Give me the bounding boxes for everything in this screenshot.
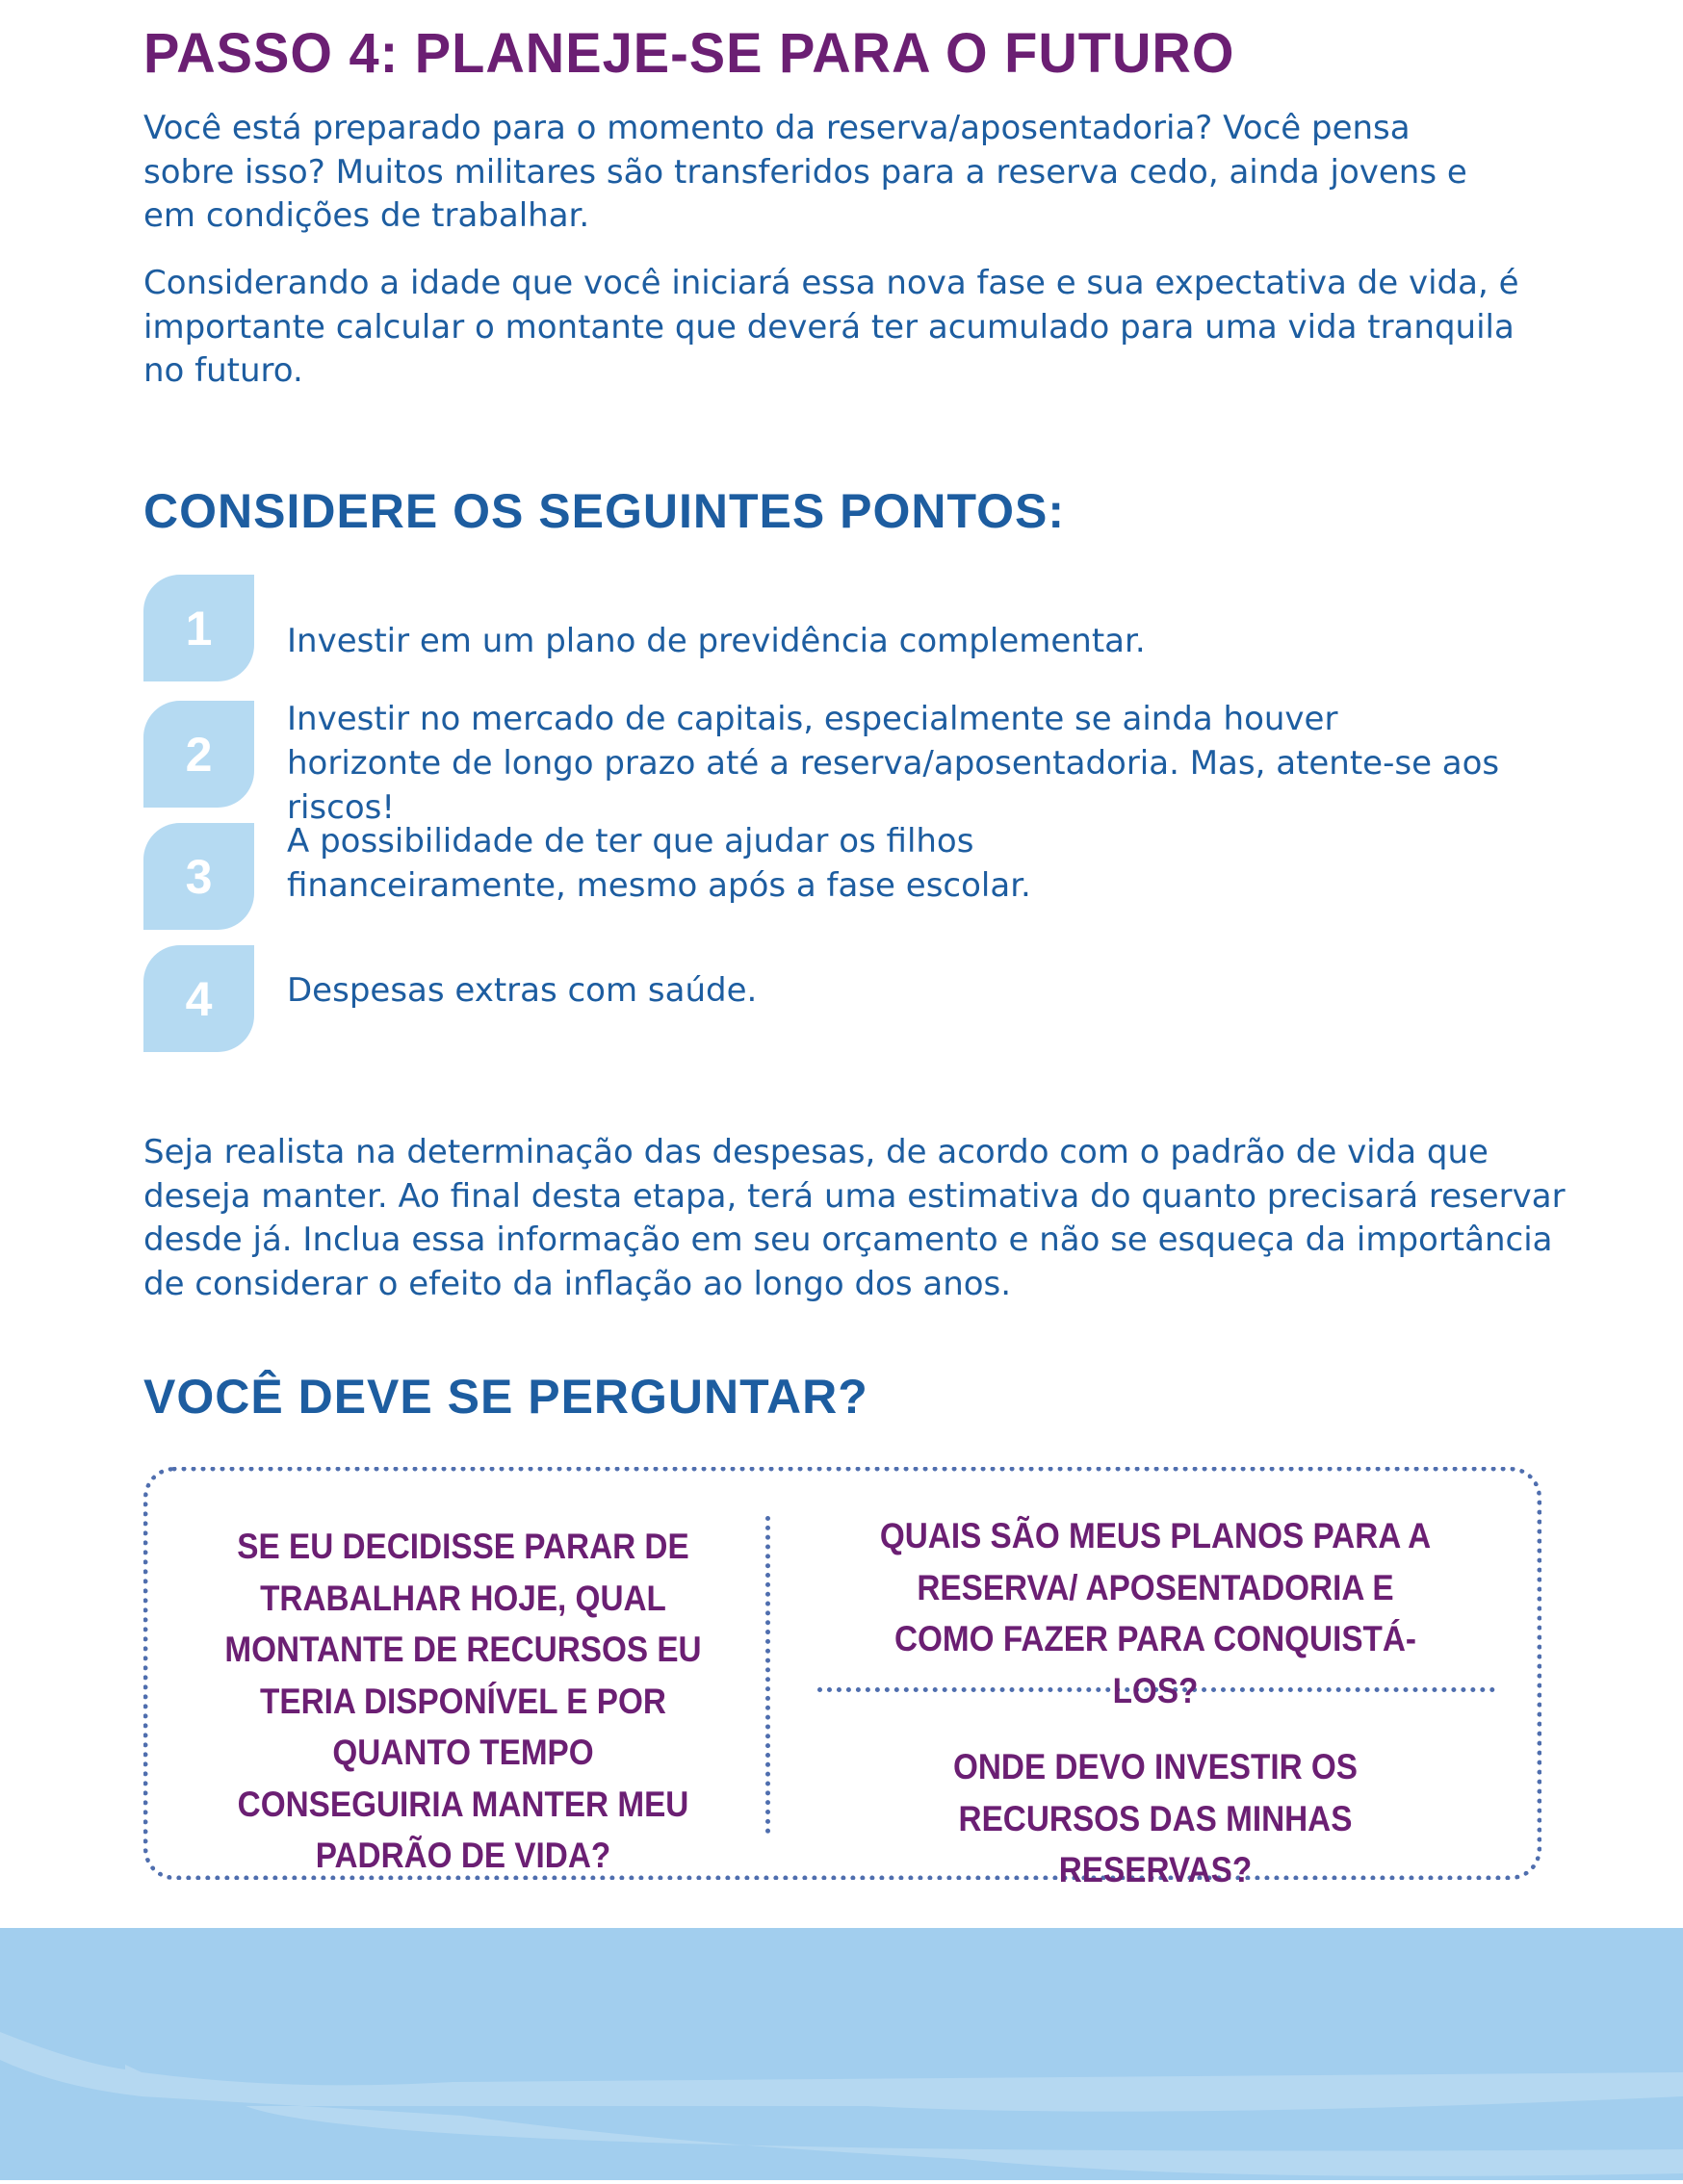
closing-paragraph: Seja realista na determinação das despesas, de acordo com o padrão de vida que deseja manter. Ao final desta etapa, terá uma estimativa do quanto precisará reservar desde já. Inclua essa informação em seu orçamento e não se esqueça da importância de considerar o efeito da inflação ao longo dos anos. — [143, 1133, 1566, 1303]
intro-paragraph-2: Considerando a idade que você iniciará essa nova fase e sua expectativa de vida, é importante calcular o montante que deverá ter acumulado para uma vida tranquila no futuro. — [143, 264, 1519, 390]
number-badge-2: 2 — [143, 701, 254, 808]
point-item-4: Despesas extras com saúde. — [287, 971, 758, 1010]
question-left: SE EU DECIDISSE PARAR DE TRABALHAR HOJE, QUAL MONTANTE DE RECURSOS EU TERIA DISPONÍVEL E POR QUANTO TEMPO CONSEGUIRIA MANTER MEU PADRÃO DE VIDA? — [224, 1527, 702, 1875]
question-right-bottom: ONDE DEVO INVESTIR OS RECURSOS DAS MINHAS RESERVAS? — [952, 1747, 1359, 1889]
number-badge-3: 3 — [143, 823, 254, 930]
number-badge-4: 4 — [143, 945, 254, 1052]
footer-wave-band — [0, 1928, 1683, 2180]
page-title: PASSO 4: PLANEJE-SE PARA O FUTURO — [143, 20, 1235, 85]
points-heading: CONSIDERE OS SEGUINTES PONTOS: — [143, 484, 1066, 538]
point-item-2: Investir no mercado de capitais, especialmente se ainda houver horizonte de longo prazo até a reserva/aposentadoria. Mas, atente-se aos riscos! — [287, 700, 1500, 827]
wave-decoration — [0, 1928, 1683, 2180]
intro-paragraph-1: Você está preparado para o momento da reserva/aposentadoria? Você pensa sobre isso? Muitos militares são transferidos para a reserva cedo, ainda jovens e em condições de trabalhar. — [143, 109, 1467, 235]
question-right-top: QUAIS SÃO MEUS PLANOS PARA A RESERVA/ APOSENTADORIA E COMO FAZER PARA CONQUISTÁ-LOS? — [879, 1516, 1432, 1710]
questions-heading: VOCÊ DEVE SE PERGUNTAR? — [143, 1370, 868, 1424]
point-item-1: Investir em um plano de previdência complementar. — [287, 622, 1146, 660]
point-item-3: A possibilidade de ter que ajudar os filhos financeiramente, mesmo após a fase escolar. — [287, 822, 1031, 905]
vertical-divider — [765, 1516, 770, 1834]
number-badge-1: 1 — [143, 575, 254, 681]
